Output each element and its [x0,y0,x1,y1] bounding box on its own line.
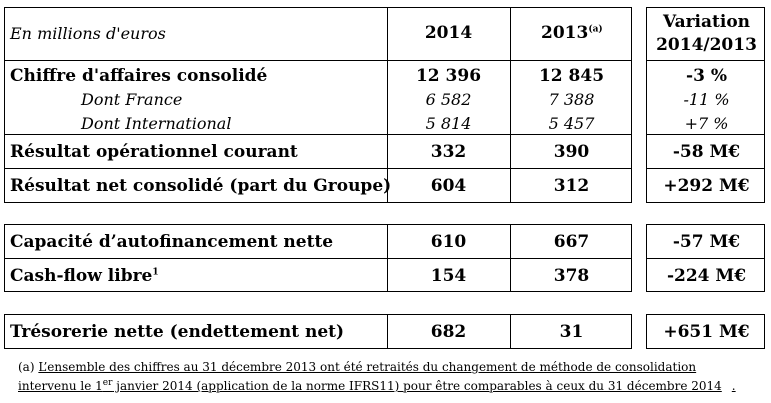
footnote-line1 [18,361,696,373]
net-cash-variation-table [646,314,765,349]
cashflow-variation-table [646,224,765,292]
france-2013: 7 388 [548,90,595,109]
net-cash-table [4,314,632,349]
international-2014: 5 814 [425,114,472,133]
row-label-net-result: Résultat net consolidé (part du Groupe) [10,176,392,196]
revenue-2013: 12 845 [538,66,605,86]
footnote-line2: intervenu le 1er janvier 2014 (application de la norme IFRS11) pour être comparables à ceux du 31 décembre 2014 . [18,378,736,393]
operating-result-2014: 332 [430,142,467,162]
international-variation: +7 % [684,114,729,133]
self-financing-2014: 610 [430,232,467,252]
footnote-marker: (a) [18,360,35,374]
row-label-france: Dont France [81,90,183,109]
row-label-net-cash: Trésorerie nette (endettement net) [10,322,345,342]
net-cash-2014: 682 [430,322,467,342]
net-result-2014: 604 [430,176,467,196]
revenue-2014: 12 396 [415,66,482,86]
free-cash-flow-2013: 378 [553,266,590,286]
variation-table-main [646,7,765,203]
free-cash-flow-2014: 154 [430,266,467,286]
self-financing-2013: 667 [553,232,590,252]
variation-header-line1: Variation [662,12,751,32]
operating-result-variation: -58 M€ [672,142,741,162]
results-table-main [4,7,632,203]
col-header-2013-note: (a) [588,24,603,35]
row-label-free-cash-flow: Cash-flow libre$^1$ [10,266,159,286]
row-label-operating-result: Résultat opérationnel courant [10,142,298,162]
footnote-text-1: L’ensemble des chiffres au 31 décembre 2013 ont été retraités du changement de méthode de consolidation [38,360,697,374]
row-label-international: Dont International [81,114,232,133]
revenue-variation: -3 % [686,66,727,86]
row-label-self-financing: Capacité d’autofinancement nette [10,232,334,252]
col-header-2013: 2013$^{(a)}$ [541,23,603,43]
cashflow-table [4,224,632,292]
france-2014: 6 582 [425,90,472,109]
net-result-2013: 312 [553,176,590,196]
net-cash-2013: 31 [559,322,584,342]
col-header-2014: 2014 [424,23,473,43]
self-financing-variation: -57 M€ [672,232,741,252]
free-cash-flow-variation: -224 M€ [666,266,747,286]
operating-result-2013: 390 [553,142,590,162]
net-result-variation: +292 M€ [663,176,750,196]
free-cash-flow-note: 1 [152,267,159,278]
row-label-revenue: Chiffre d'affaires consolidé [10,66,268,86]
france-variation: -11 % [683,90,730,109]
net-cash-variation: +651 M€ [663,322,750,342]
unit-label: En millions d'euros [10,24,166,43]
international-2013: 5 457 [548,114,595,133]
variation-header-line2: 2014/2013 [656,35,757,55]
